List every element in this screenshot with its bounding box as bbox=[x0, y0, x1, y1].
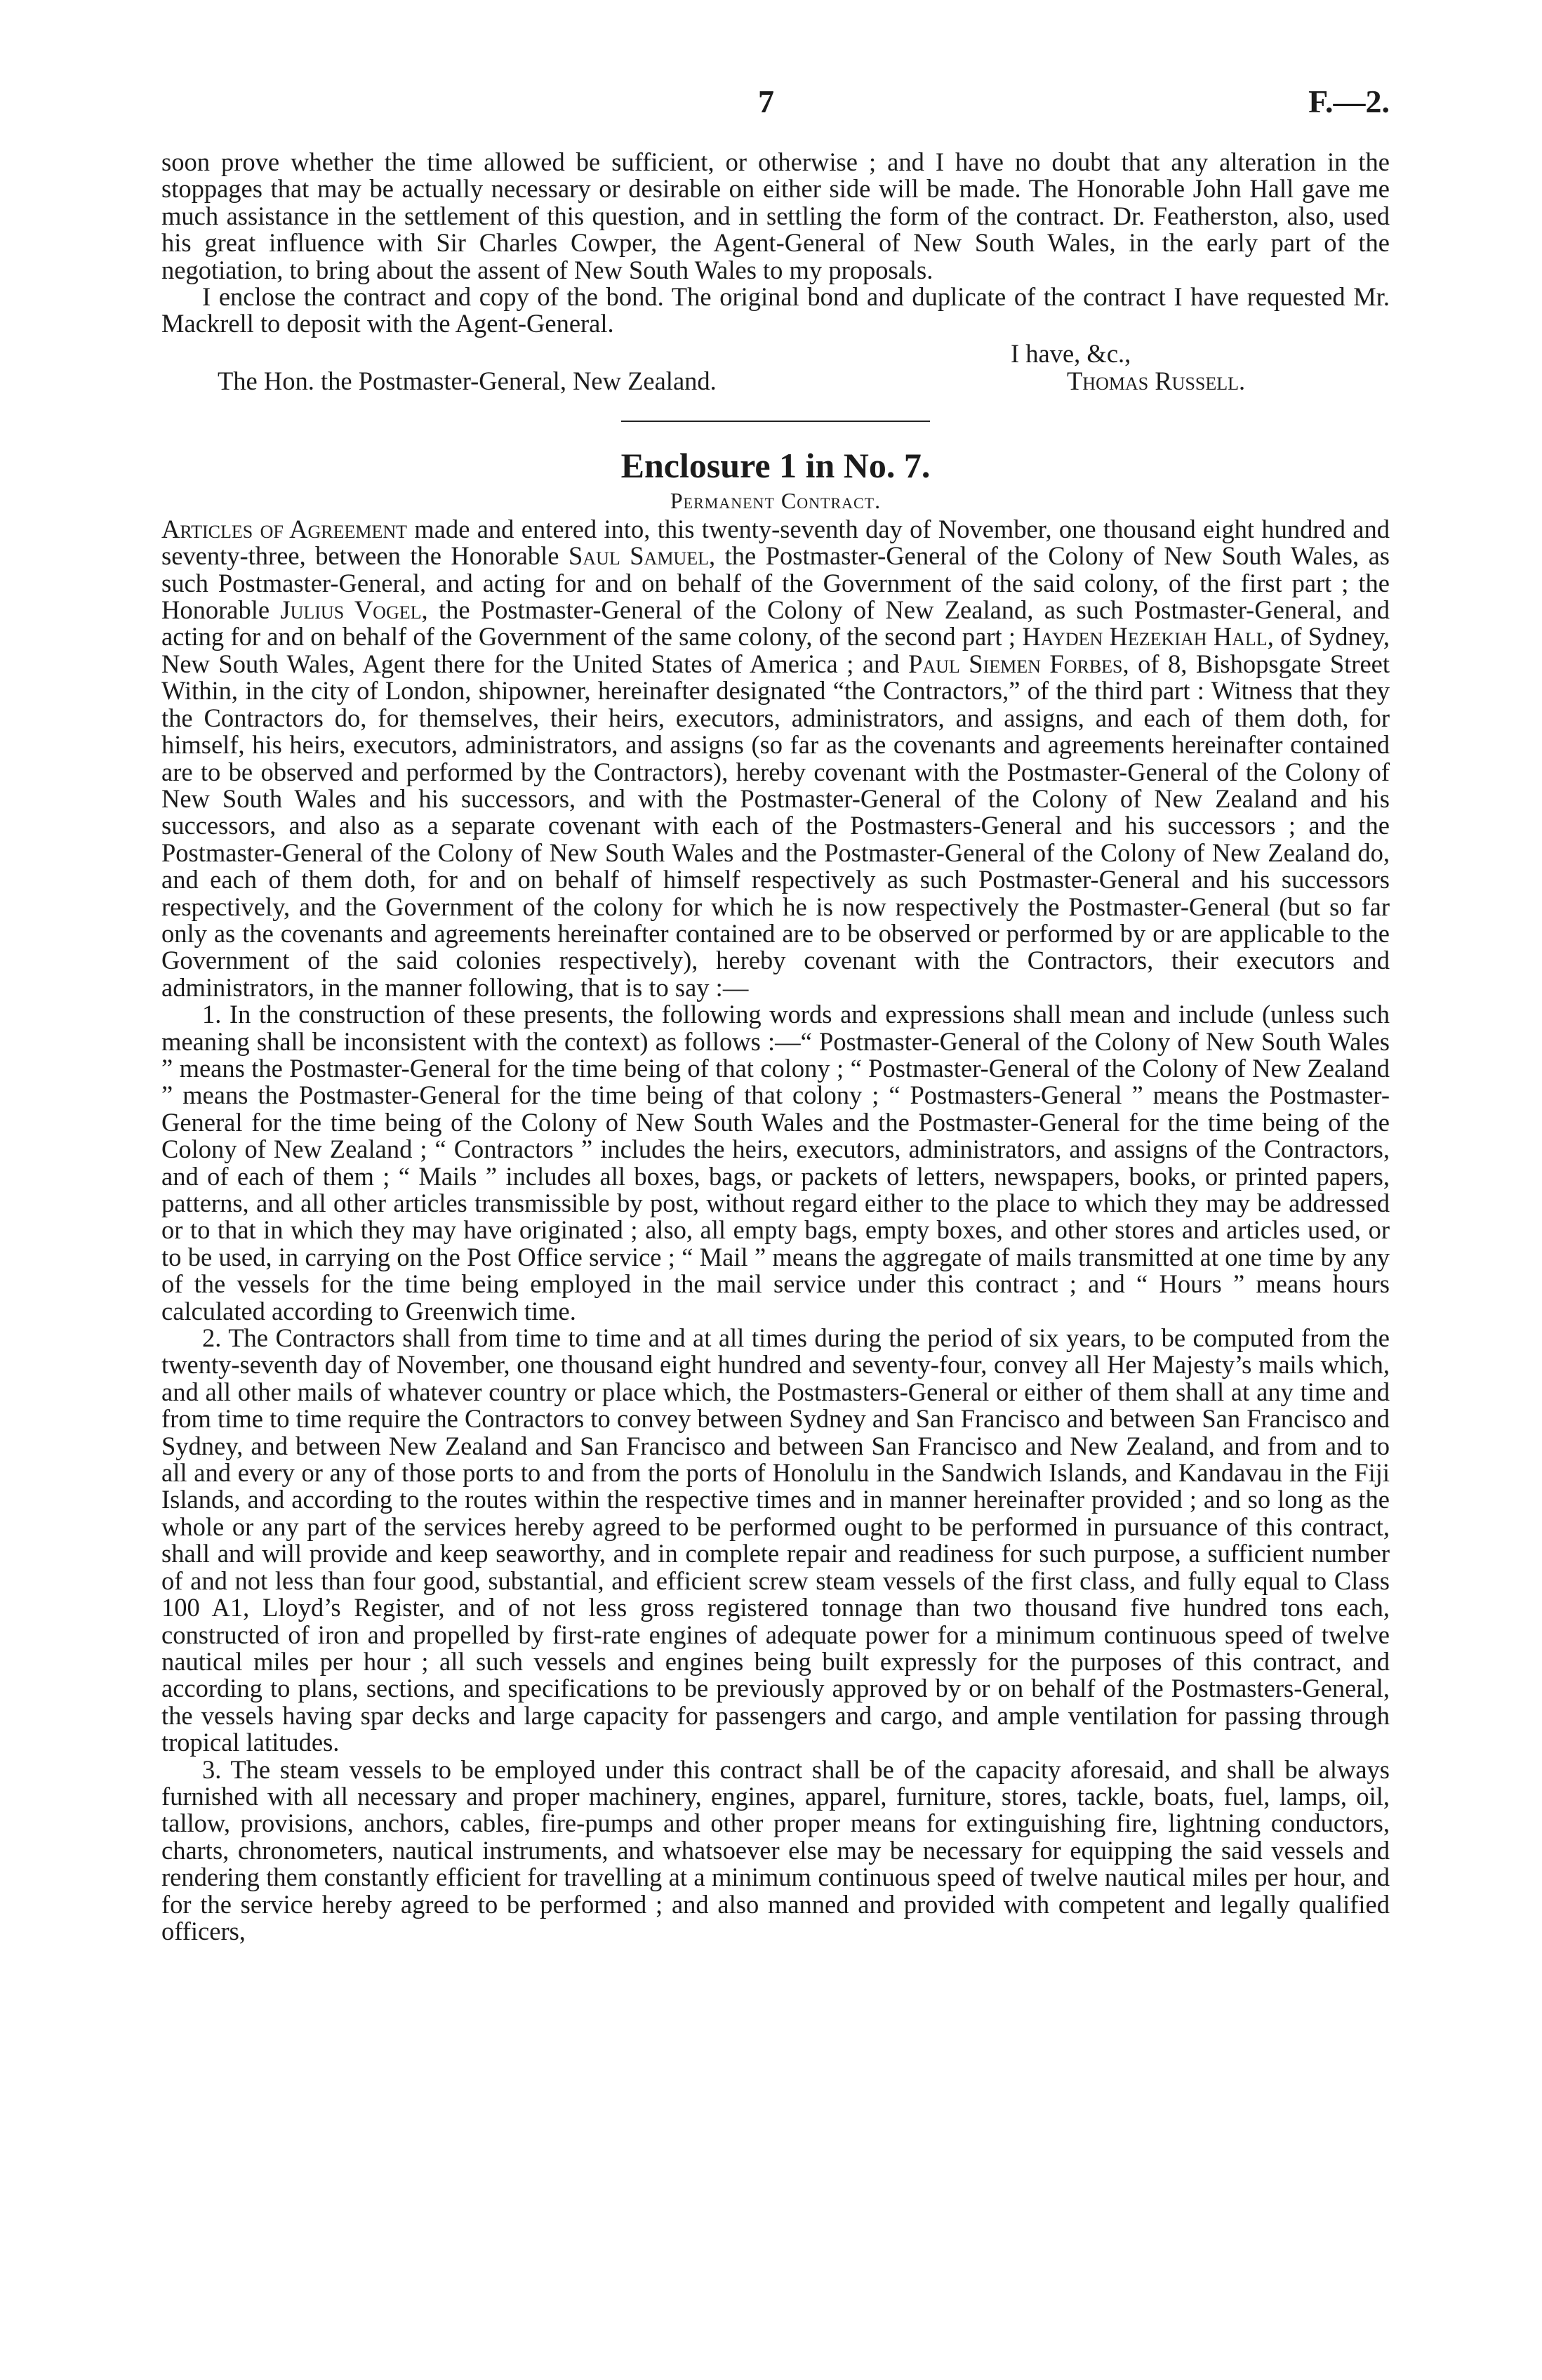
letter-signoff bbox=[161, 338, 1390, 395]
document-reference: F.—2. bbox=[1308, 84, 1390, 119]
party-name: Saul Samuel bbox=[569, 541, 709, 571]
preamble-lead: Articles of Agreement bbox=[161, 514, 408, 543]
contract-clause: 2. The Contractors shall from time to time and at all times during the period of six years, to be computed from the twenty-seventh day of November, one thousand eight hundred and seventy-four, convey all Her Majesty’s mails which, and all other mails of whatever country or place which, the Postmasters-General or either of them shall at any time and from time to time require the Contractors to convey between Sydney and San Francisco and between San Francisco and Sydney, and between New Zealand and San Francisco and between San Francisco and New Zealand, and from and to all and every or any of those ports to and from the ports of Honolulu in the Sandwich Islands, and Kandavau in the Fiji Islands, and according to the routes within the respective times and in manner hereinafter provided ; and so long as the whole or any part of the services hereby agreed to be performed ought to be performed in pursuance of this contract, shall and will provide and keep seaworthy, and in complete repair and readiness for such purpose, a sufficient number of and not less than four good, substantial, and efficient screw steam vessels of the first class, and fully equal to Class 100 A1, Lloyd’s Register, and of not less gross registered tonnage than two thousand five hundred tons each, constructed of iron and propelled by first-rate engines of adequate power for a minimum continuous speed of twelve nautical miles per hour ; all such vessels and engines being built expressly for the purposes of this contract, and according to plans, sections, and specifications to be previously approved by or on behalf of the Postmasters-General, the vessels having spar decks and large capacity for passengers and cargo, and ample ventilation for passing through tropical latitudes. bbox=[161, 1323, 1390, 1757]
contract-clause: 3. The steam vessels to be employed under this contract shall be of the capacity aforesaid, and shall be always furnished with all necessary and proper machinery, engines, apparel, furniture, stores, tackle, boats, fuel, lamps, oil, tallow, provisions, anchors, cables, fire-pumps and other proper means for extinguishing fire, lightning conductors, charts, chronometers, nautical instruments, and whatsoever else may be necessary for equipping the said vessels and rendering them constantly efficient for travelling at a minimum continuous speed of twelve nautical miles per hour, and for the service hereby agreed to be performed ; and also manned and provided with competent and legally qualified officers, bbox=[161, 1754, 1390, 1945]
section-divider bbox=[621, 421, 930, 422]
party-name: Paul Siemen Forbes bbox=[908, 649, 1123, 678]
contract-clause: 1. In the construction of these presents, the following words and expressions shall mean and include (unless such meaning shall be inconsistent with the context) as follows :—“ Postmaster-General of the Colony of New South Wales ” means the Postmaster-General for the time being of that colony ; “ Postmaster-General of the Colony of New Zealand ” means the Postmaster-General for the time being of that colony ; “ Postmasters-General ” means the Postmaster-General for the time being of the Colony of New South Wales and the Postmaster-General for the time being of the Colony of New Zealand ; “ Contractors ” includes the heirs, executors, administrators, and assigns of the Contractors, and of each of them ; “ Mails ” includes all boxes, bags, or packets of letters, newspapers, books, or printed papers, patterns, and all other articles transmissible by post, without regard either to the place to which they may be addressed or to that in which they may have originated ; also, all empty bags, empty boxes, and other stores and articles used, or to be used, in carrying on the Post Office service ; “ Mail ” means the aggregate of mails transmitted at one time by any of the vessels for the time being employed in the mail service under this contract ; and “ Hours ” means hours calculated according to Greenwich time. bbox=[161, 1000, 1390, 1325]
page-header bbox=[161, 83, 1390, 139]
addressee: The Hon. the Postmaster-General, New Zealand. bbox=[218, 366, 717, 395]
page-number: 7 bbox=[758, 84, 774, 119]
agreement-preamble: Articles of Agreement made and entered into, this twenty-seventh day of November, one thousand eight hundred and seventy-three, between the Honorable Saul Samuel, the Postmaster-General of the Colony of New South Wales, as such Postmaster-General, and acting for and on behalf of the Government of the said colony, of the first part ; the Honorable Julius Vogel, the Postmaster-General of the Colony of New Zealand, as such Postmaster-General, and acting for and on behalf of the Government of the same colony, of the second part ; Hayden Hezekiah Hall, of Sydney, New South Wales, Agent there for the United States of America ; and Paul Siemen Forbes, of 8, Bishopsgate Street Within, in the city of London, shipowner, hereinafter designated “the Contractors,” of the third part : Witness that they the Contractors do, for themselves, their heirs, executors, administrators, and assigns, and each of them doth, for himself, his heirs, executors, administrators, and assigns (so far as the covenants and agreements hereinafter contained are to be observed and performed by the Contractors), hereby covenant with the Postmaster-General of the Colony of New South Wales and his successors, and with the Postmaster-General of the Colony of New Zealand and his successors, and also as a separate covenant with each of the Postmasters-General and his successors ; and the Postmaster-General of the Colony of New South Wales and the Postmaster-General of the Colony of New Zealand do, and each of them doth, for and on behalf of himself respectively as such Postmaster-General and his successors respectively, and the Government of the colony for which he is now respectively the Postmaster-General (but so far only as the covenants and agreements hereinafter contained are to be observed or performed by or are applicable to the Government of the said colonies respectively), hereby covenant with the Contractors, their executors and administrators, in the manner following, that is to say :— bbox=[161, 514, 1390, 1002]
party-name: Hayden Hezekiah Hall bbox=[1022, 622, 1268, 652]
letter-paragraph: I enclose the contract and copy of the bond. The original bond and duplicate of the contract I have requested Mr. Mackrell to deposit with the Agent-General. bbox=[161, 282, 1390, 338]
letter-paragraph: soon prove whether the time allowed be sufficient, or otherwise ; and I have no doubt that any alteration in the stoppages that may be actually necessary or desirable on either side will be made. The Honorable John Hall gave me much assistance in the settlement of this question, and in settling the form of the contract. Dr. Featherston, also, used his great influence with Sir Charles Cowper, the Agent-General of New South Wales, in the early part of the negotiation, to bring about the assent of New South Wales to my proposals. bbox=[161, 147, 1390, 284]
signatory: Thomas Russell. bbox=[1067, 366, 1246, 395]
party-name: Julius Vogel bbox=[280, 595, 422, 625]
closing-greeting: I have, &c., bbox=[1011, 338, 1131, 368]
enclosure-subtitle: Permanent Contract. bbox=[670, 487, 882, 513]
page-body bbox=[161, 149, 1390, 1945]
enclosure-title: Enclosure 1 in No. 7. bbox=[620, 445, 931, 485]
